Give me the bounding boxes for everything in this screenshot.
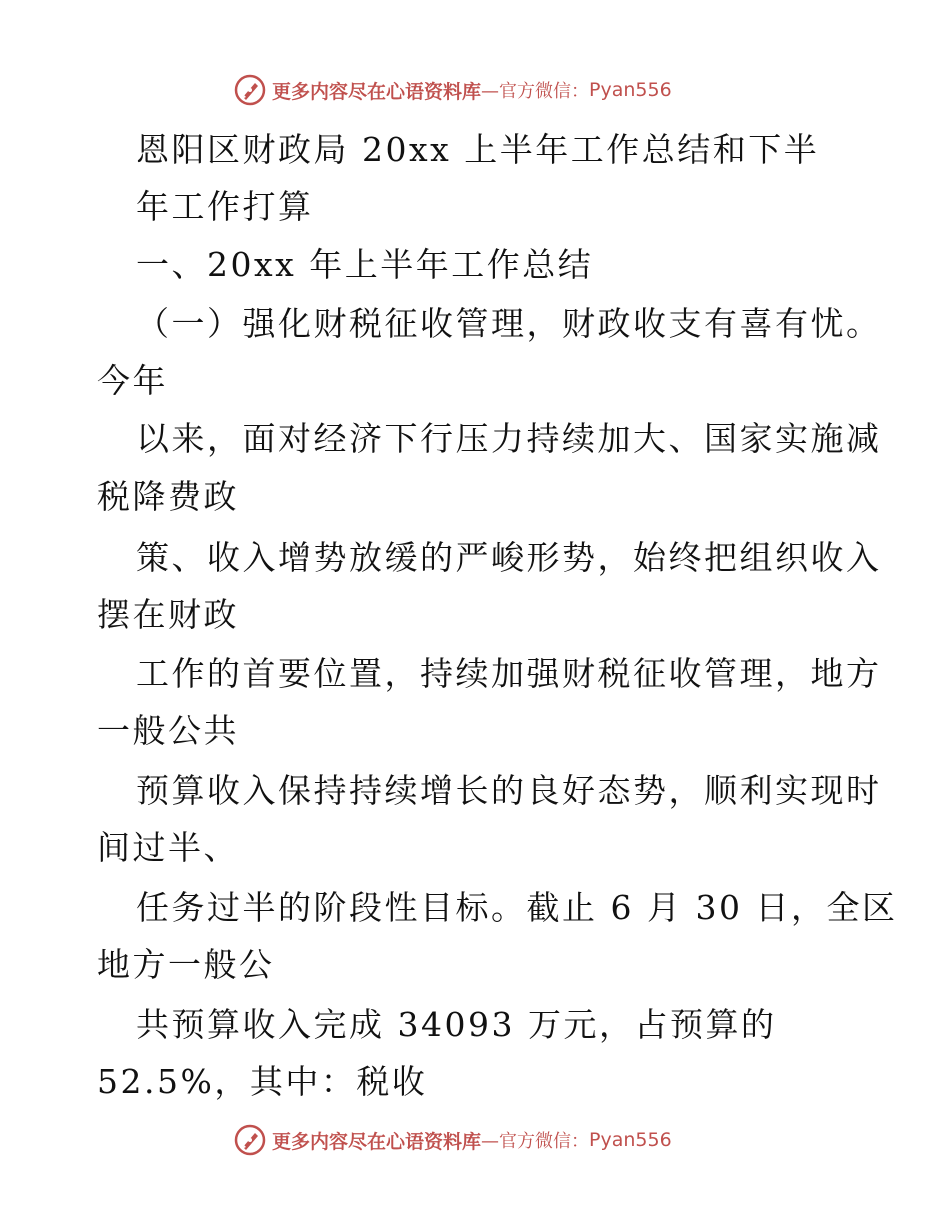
paragraph-line: 52.5%，其中：税收 <box>97 1062 428 1101</box>
paragraph-line: （一）强化财税征收管理，财政收支有喜有忧。 <box>136 304 882 343</box>
paragraph-line: 共预算收入完成 34093 万元，占预算的 <box>136 1005 777 1044</box>
paragraph-line: 预算收入保持持续增长的良好态势，顺利实现时 <box>136 771 882 810</box>
watermark-handle: Pyan556 <box>589 1129 672 1151</box>
watermark-text: 更多内容尽在心语资料库 <box>272 80 482 103</box>
watermark-text: 更多内容尽在心语资料库 <box>272 1130 482 1153</box>
pen-logo-icon <box>234 1124 266 1156</box>
paragraph-line: 今年 <box>97 361 168 400</box>
paragraph-line: 一般公共 <box>97 711 239 750</box>
watermark-header <box>234 72 672 108</box>
watermark-separator: —官方微信： <box>481 81 590 102</box>
watermark-separator: —官方微信： <box>481 1131 590 1152</box>
paragraph-line: 以来，面对经济下行压力持续加大、国家实施减 <box>136 419 882 458</box>
document-title-line-1: 恩阳区财政局 20xx 上半年工作总结和下半 <box>136 130 820 169</box>
pen-logo-icon <box>234 74 266 106</box>
paragraph-line: 摆在财政 <box>97 595 239 634</box>
paragraph-line: 税降费政 <box>97 477 239 516</box>
section-heading: 一、20xx 年上半年工作总结 <box>136 245 594 284</box>
paragraph-line: 地方一般公 <box>97 945 275 984</box>
document-title-line-2: 年工作打算 <box>136 187 314 226</box>
paragraph-line: 间过半、 <box>97 828 239 867</box>
watermark-footer <box>234 1122 672 1158</box>
paragraph-line: 策、收入增势放缓的严峻形势，始终把组织收入 <box>136 538 882 577</box>
watermark-handle: Pyan556 <box>589 79 672 101</box>
paragraph-line: 任务过半的阶段性目标。截止 6 月 30 日，全区 <box>136 888 898 927</box>
paragraph-line: 工作的首要位置，持续加强财税征收管理，地方 <box>136 654 882 693</box>
